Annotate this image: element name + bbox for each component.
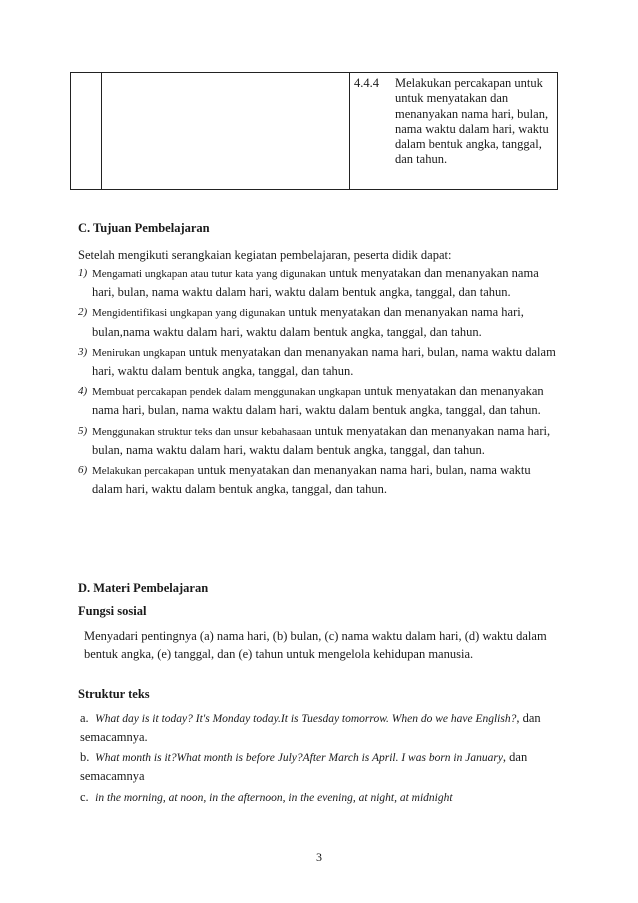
page-number: 3 [316, 850, 322, 864]
learning-objectives-list [78, 264, 563, 498]
example-italic-text: in the morning, at noon, in the afternoon, in the evening, at night, at midnight [95, 792, 453, 804]
indicator-text: Melakukan percakapan untuk untuk menyatakan dan menanyakan nama hari, bulan, nama waktu dalam hari, waktu dalam bentuk angka, tanggal, dan tahun. [395, 76, 549, 167]
example-b [80, 748, 560, 785]
list-item [78, 422, 563, 459]
section-d-heading: D. Materi Pembelajaran [78, 581, 209, 595]
table-top-border [70, 72, 558, 73]
list-item-number: 4) [78, 385, 88, 398]
example-c [80, 788, 560, 807]
table-right-border [557, 72, 558, 190]
list-item [78, 303, 563, 340]
table-left-border [70, 72, 71, 190]
list-item [78, 264, 563, 301]
list-item-lead: Membuat percakapan pendek dalam menggunakan ungkapan [92, 386, 362, 399]
example-plain-text: , dan semacamnya [80, 750, 528, 783]
fungsi-sosial-heading: Fungsi sosial [78, 604, 147, 618]
list-item-text: untuk menyatakan dan menanyakan nama hari, bulan, nama waktu dalam hari, waktu dalam bentuk angka, tanggal, dan tahun. [92, 384, 544, 418]
list-item [78, 343, 563, 380]
example-italic-text: What month is it?What month is before July?After March is April. I was born in January [95, 752, 503, 764]
table-bottom-border [70, 189, 558, 190]
section-c-heading: C. Tujuan Pembelajaran [78, 221, 210, 235]
list-item-text: untuk menyatakan dan menanyakan nama hari, bulan, nama waktu dalam hari, waktu dalam bentuk angka, tanggal, dan tahun. [92, 266, 539, 300]
example-italic-text: What day is it today? It's Monday today.It is Tuesday tomorrow. When do we have English? [95, 713, 517, 725]
list-item-lead: Mengidentifikasi ungkapan yang digunakan [92, 307, 286, 320]
list-item-lead: Mengamati ungkapan atau tutur kata yang digunakan [92, 268, 326, 280]
list-item-lead: Menirukan ungkapan [92, 346, 186, 359]
list-item-text: untuk menyatakan dan menanyakan nama hari, bulan, nama waktu dalam hari, waktu dalam bentuk angka, tanggal, dan tahun. [92, 463, 531, 497]
list-item-number: 6) [78, 464, 88, 477]
list-item-number: 1) [78, 267, 88, 279]
list-item [78, 382, 563, 419]
example-plain-text: , dan semacamnya. [80, 711, 541, 744]
list-item [78, 461, 563, 498]
example-label: c. [80, 790, 89, 804]
list-item-lead: Menggunakan struktur teks dan unsur kebahasaan [92, 425, 312, 438]
list-item-text: untuk menyatakan dan menanyakan nama hari, bulan, nama waktu dalam hari, waktu dalam bentuk angka, tanggal, dan tahun. [92, 344, 556, 379]
fungsi-sosial-text: Menyadari pentingnya (a) nama hari, (b) bulan, (c) nama waktu dalam hari, (d) waktu dalam bentuk angka, (e) tanggal, dan (e) tahun untuk mengelola kehidupan manusia. [84, 629, 547, 661]
table-col-divider-2 [349, 72, 350, 190]
section-c-intro: Setelah mengikuti serangkaian kegiatan pembelajaran, peserta didik dapat: [78, 248, 452, 262]
list-item-number: 5) [78, 424, 88, 437]
list-item-number: 2) [78, 306, 88, 319]
example-label: a. [80, 711, 89, 725]
list-item-lead: Melakukan percakapan [92, 465, 195, 478]
list-item-text: untuk menyatakan dan menanyakan nama hari, bulan, nama waktu dalam hari, waktu dalam bentuk angka, tanggal, dan tahun. [92, 423, 551, 457]
table-col-divider-1 [101, 72, 102, 190]
indicator-number: 4.4.4 [354, 76, 379, 90]
struktur-teks-heading: Struktur teks [78, 687, 150, 701]
list-item-number: 3) [78, 345, 88, 358]
example-label: b. [80, 750, 90, 764]
example-a [80, 709, 560, 746]
list-item-text: untuk menyatakan dan menanyakan nama hari, bulan,nama waktu dalam hari, waktu dalam bentuk angka, tanggal, dan tahun. [92, 305, 524, 339]
